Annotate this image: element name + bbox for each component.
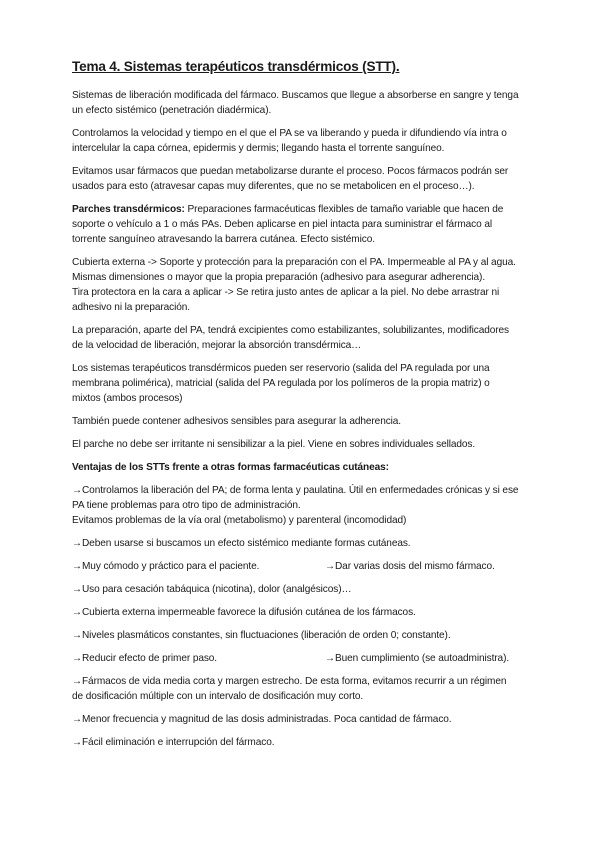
text-line: Cubierta externa -> Soporte y protección para la preparación con el PA. Impermeable al PA y al agua.: [72, 257, 516, 268]
text-line: También puede contener adhesivos sensibles para asegurar la adherencia.: [72, 416, 402, 427]
text-line: adhesivo ni la preparación.: [72, 302, 190, 313]
text-line: El parche no debe ser irritante ni sensibilizar a la piel. Viene en sobres individuales sellados.: [72, 439, 476, 450]
paragraph-adhesives: [72, 414, 530, 429]
text-line: de la velocidad de liberación, mejorar la absorción transdérmica…: [72, 340, 362, 351]
paragraph-metabolism: [72, 164, 530, 194]
advantage-item: [72, 735, 530, 750]
text-line: mixtos (ambos procesos): [72, 393, 183, 404]
paragraph-system-types: [72, 361, 530, 406]
paragraph-irritation: [72, 437, 530, 452]
paragraph-intro: [72, 88, 530, 118]
advantages-heading: Ventajas de los STTs frente a otras formas farmacéuticas cutáneas:: [72, 462, 389, 473]
paragraph-release-control: [72, 126, 530, 156]
paragraph-patches-definition: [72, 202, 530, 247]
paragraph-excipients: [72, 323, 530, 353]
text-line: torrente sanguíneo atravesando la barrera cutánea. Efecto sistémico.: [72, 234, 375, 245]
patches-term: Parches transdérmicos:: [72, 204, 185, 215]
text-line: un efecto sistémico (penetración diadérmica).: [72, 105, 272, 116]
text-line: →Niveles plasmáticos constantes, sin fluctuaciones (liberación de orden 0; constante).: [72, 630, 451, 641]
text-line: Tira protectora en la cara a aplicar -> Se retira justo antes de aplicar a la piel. No debe arrastrar ni: [72, 287, 500, 298]
text-line: →Cubierta externa impermeable favorece la difusión cutánea de los fármacos.: [72, 607, 416, 618]
text-line: de dosificación múltiple con un intervalo de dosificación muy corto.: [72, 691, 364, 702]
advantage-item: [72, 536, 530, 551]
text-line: Evitamos problemas de la vía oral (metabolismo) y parenteral (incomodidad): [72, 515, 407, 526]
text-line: PA tiene problemas para otro tipo de administración.: [72, 500, 301, 511]
text-line: Sistemas de liberación modificada del fármaco. Buscamos que llegue a absorberse en sangre y tenga: [72, 90, 519, 101]
text-line: →Uso para cesación tabáquica (nicotina), dolor (analgésicos)…: [72, 584, 352, 595]
advantage-right: →Buen cumplimiento (se autoadministra).: [325, 653, 510, 664]
text-line: Mismas dimensiones o mayor que la propia preparación (adhesivo para asegurar adherencia).: [72, 272, 486, 283]
text-line: →Controlamos la liberación del PA; de forma lenta y paulatina. Útil en enfermedades crónicas y si ese: [72, 485, 519, 496]
advantage-item: [72, 582, 530, 597]
advantage-item-pair: [72, 559, 530, 574]
advantage-item: [72, 628, 530, 643]
text-line: intercelular la capa córnea, epidermis y dermis; llegando hasta el torrente sanguíneo.: [72, 143, 445, 154]
text-line: →Menor frecuencia y magnitud de las dosis administradas. Poca cantidad de fármaco.: [72, 714, 452, 725]
text-line: soporte o vehículo a 1 o más PAs. Deben aplicarse en piel intacta para suministrar el fármaco al: [72, 219, 492, 230]
text-line: Controlamos la velocidad y tiempo en el que el PA se va liberando y pueda ir difundiendo vía intra o: [72, 128, 507, 139]
patches-definition-start: Preparaciones farmacéuticas flexibles de tamaño variable que hacen de: [184, 204, 504, 215]
text-line: usados para esto (atravesar capas muy diferentes, que no se metabolicen en el proceso…).: [72, 181, 475, 192]
text-line: membrana polimérica), matricial (salida del PA regulada por los polímeros de la propia matriz) o: [72, 378, 490, 389]
advantage-item: [72, 605, 530, 620]
advantage-left: →Reducir efecto de primer paso.: [72, 653, 218, 664]
text-line: →Deben usarse si buscamos un efecto sistémico mediante formas cutáneas.: [72, 538, 411, 549]
text-line: →Fármacos de vida media corta y margen estrecho. De esta forma, evitamos recurrir a un régimen: [72, 676, 507, 687]
text-line: →Fácil eliminación e interrupción del fármaco.: [72, 737, 275, 748]
document-title: Tema 4. Sistemas terapéuticos transdérmicos (STT).: [72, 59, 400, 74]
text-line: Los sistemas terapéuticos transdérmicos pueden ser reservorio (salida del PA regulada por una: [72, 363, 490, 374]
text-line: [72, 202, 530, 217]
advantage-left: →Muy cómodo y práctico para el paciente.: [72, 561, 260, 572]
text-line: La preparación, aparte del PA, tendrá excipientes como estabilizantes, solubilizantes, modificadores: [72, 325, 509, 336]
advantage-item: [72, 712, 530, 727]
document-body: [72, 58, 530, 758]
advantage-item: [72, 483, 530, 528]
advantage-right: →Dar varias dosis del mismo fármaco.: [325, 561, 495, 572]
advantage-item-pair: [72, 651, 530, 666]
paragraph-patch-layers: [72, 255, 530, 315]
advantage-item: [72, 674, 530, 704]
text-line: Evitamos usar fármacos que puedan metabolizarse durante el proceso. Pocos fármacos podrán ser: [72, 166, 509, 177]
